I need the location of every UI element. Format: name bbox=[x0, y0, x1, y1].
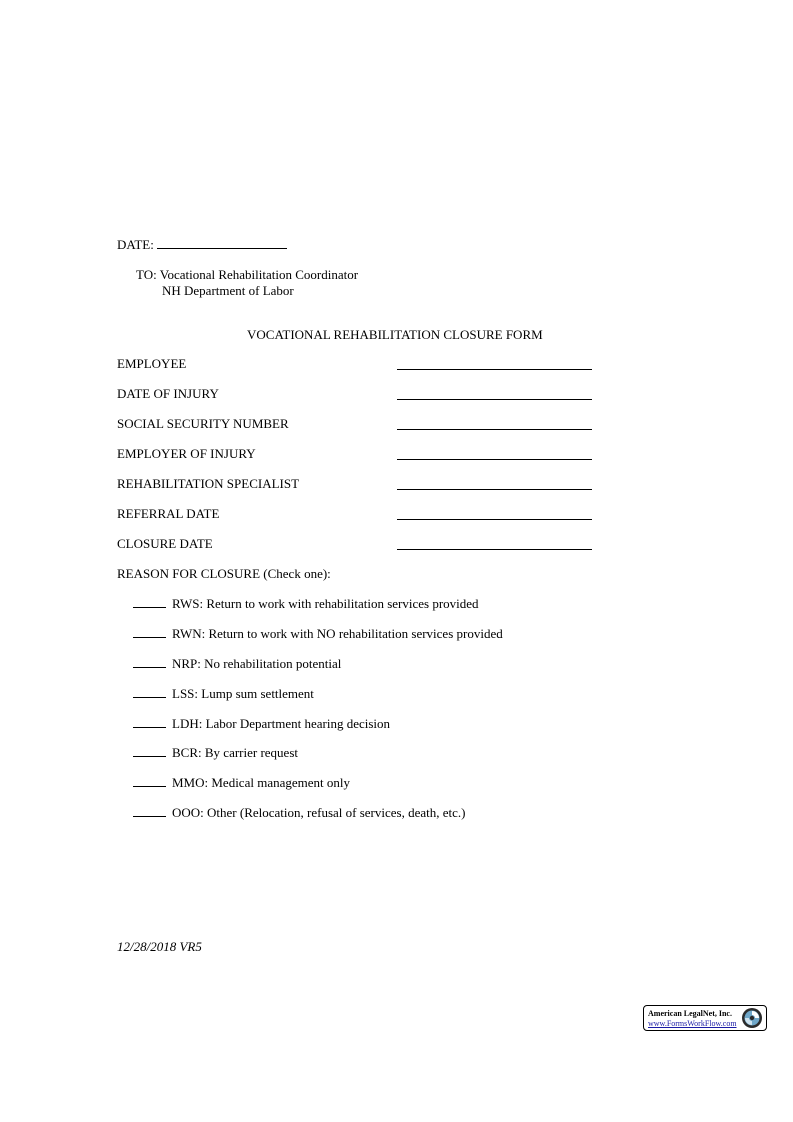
badge-company: American LegalNet, Inc. bbox=[648, 1009, 732, 1018]
reason-label: OOO: Other (Relocation, refusal of services, death, etc.) bbox=[172, 805, 466, 820]
reason-option-lss bbox=[133, 686, 314, 702]
check-blank[interactable] bbox=[133, 686, 166, 698]
date-field bbox=[117, 237, 287, 253]
form-title: VOCATIONAL REHABILITATION CLOSURE FORM bbox=[247, 327, 543, 342]
reason-label: NRP: No rehabilitation potential bbox=[172, 656, 342, 671]
field-line-rehab-specialist[interactable] bbox=[397, 489, 592, 490]
form-version: 12/28/2018 VR5 bbox=[117, 939, 202, 954]
check-blank[interactable] bbox=[133, 596, 166, 608]
reason-label: LDH: Labor Department hearing decision bbox=[172, 716, 391, 731]
badge-url[interactable]: www.FormsWorkFlow.com bbox=[648, 1019, 737, 1028]
field-label-employer: EMPLOYER OF INJURY bbox=[117, 446, 256, 461]
reason-label: BCR: By carrier request bbox=[172, 745, 298, 760]
check-blank[interactable] bbox=[133, 626, 166, 638]
field-line-date-of-injury[interactable] bbox=[397, 399, 592, 400]
field-line-referral-date[interactable] bbox=[397, 519, 592, 520]
reason-option-bcr bbox=[133, 745, 298, 761]
field-line-closure-date[interactable] bbox=[397, 549, 592, 550]
reason-option-rwn bbox=[133, 626, 503, 642]
field-line-employer[interactable] bbox=[397, 459, 592, 460]
check-blank[interactable] bbox=[133, 656, 166, 668]
to-recipient: Vocational Rehabilitation Coordinator bbox=[159, 267, 359, 282]
reason-label: RWS: Return to work with rehabilitation services provided bbox=[172, 596, 479, 611]
reason-option-rws bbox=[133, 596, 479, 612]
reason-heading: REASON FOR CLOSURE (Check one): bbox=[117, 566, 331, 581]
date-blank-line[interactable] bbox=[157, 237, 287, 249]
to-department: NH Department of Labor bbox=[162, 283, 294, 298]
legalnet-badge[interactable] bbox=[643, 1005, 767, 1031]
reason-option-nrp bbox=[133, 656, 341, 672]
field-label-rehab-specialist: REHABILITATION SPECIALIST bbox=[117, 476, 300, 491]
reason-option-ooo bbox=[133, 805, 465, 821]
field-label-date-of-injury: DATE OF INJURY bbox=[117, 386, 219, 401]
field-label-ssn: SOCIAL SECURITY NUMBER bbox=[117, 416, 289, 431]
to-prefix: TO: bbox=[136, 267, 157, 282]
legalnet-logo-icon bbox=[741, 1007, 763, 1029]
check-blank[interactable] bbox=[133, 775, 166, 787]
reason-label: LSS: Lump sum settlement bbox=[172, 686, 314, 701]
date-label: DATE: bbox=[117, 237, 154, 252]
reason-option-ldh bbox=[133, 716, 390, 732]
reason-label: RWN: Return to work with NO rehabilitation services provided bbox=[172, 626, 503, 641]
field-label-closure-date: CLOSURE DATE bbox=[117, 536, 213, 551]
check-blank[interactable] bbox=[133, 716, 166, 728]
check-blank[interactable] bbox=[133, 745, 166, 757]
field-line-employee[interactable] bbox=[397, 369, 592, 370]
to-line bbox=[136, 267, 358, 283]
check-blank[interactable] bbox=[133, 805, 166, 817]
field-label-referral-date: REFERRAL DATE bbox=[117, 506, 220, 521]
reason-label: MMO: Medical management only bbox=[172, 775, 350, 790]
field-label-employee: EMPLOYEE bbox=[117, 356, 187, 371]
field-line-ssn[interactable] bbox=[397, 429, 592, 430]
reason-option-mmo bbox=[133, 775, 350, 791]
